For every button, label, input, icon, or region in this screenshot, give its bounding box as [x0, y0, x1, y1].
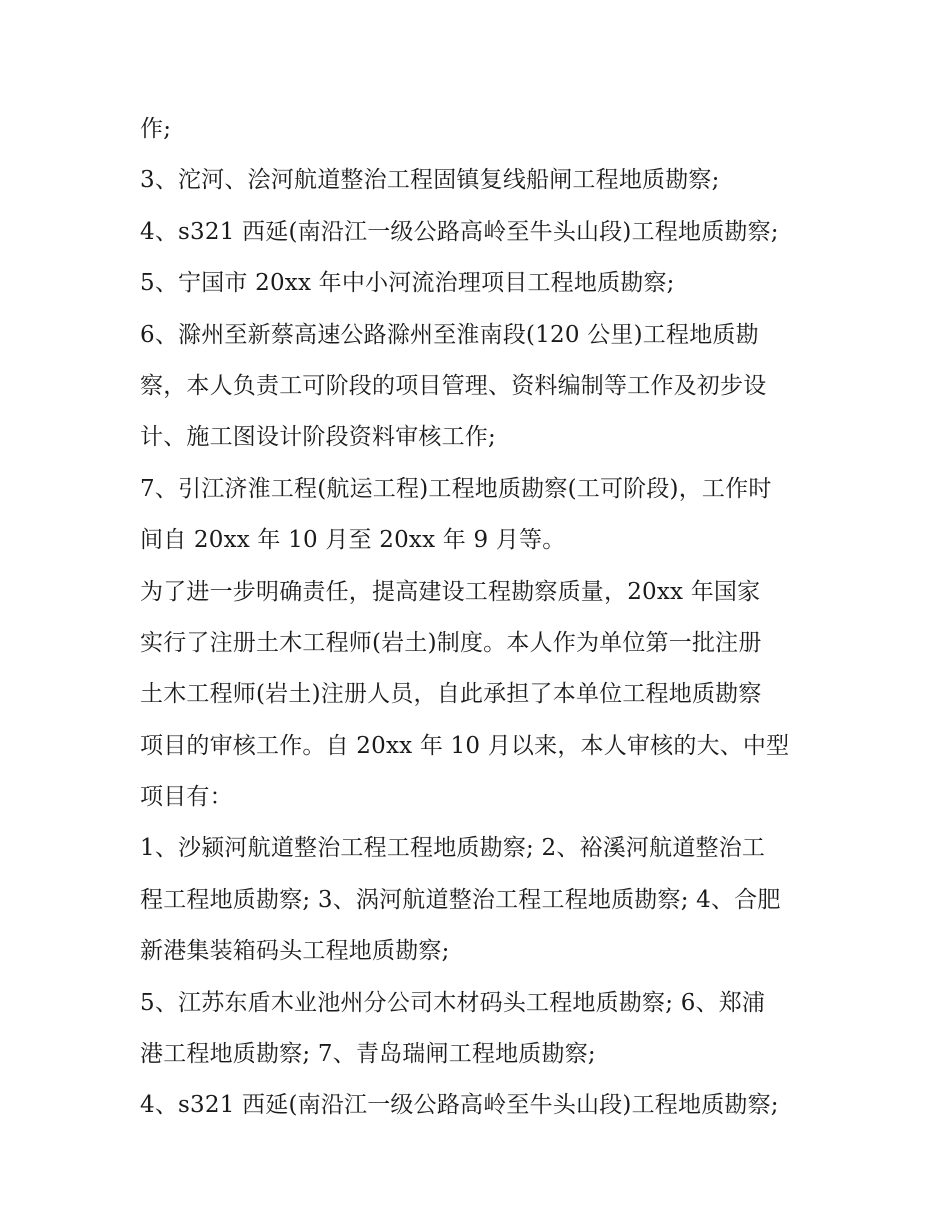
text-line: 计、施工图设计阶段资料审核工作;	[140, 424, 496, 451]
text-line: 5、宁国市 20xx 年中小河流治理项目工程地质勘察;	[140, 270, 675, 297]
text-line: 间自 20xx 年 10 月至 20xx 年 9 月等。	[140, 527, 566, 554]
text-line: 察，本人负责工可阶段的项目管理、资料编制等工作及初步设	[140, 372, 767, 399]
text-line: 实行了注册土木工程师(岩土)制度。本人作为单位第一批注册	[140, 629, 762, 656]
text-line: 3、沱河、浍河航道整治工程固镇复线船闸工程地质勘察;	[140, 167, 720, 194]
text-line: 为了进一步明确责任，提高建设工程勘察质量，20xx 年国家	[140, 578, 761, 605]
text-line: 6、滁州至新蔡高速公路滁州至淮南段(120 公里)工程地质勘	[140, 321, 759, 348]
text-line: 港工程地质勘察; 7、青岛瑞闸工程地质勘察;	[140, 1041, 596, 1068]
text-line: 新港集装箱码头工程地质勘察;	[140, 938, 450, 965]
text-line: 1、沙颍河航道整治工程工程地质勘察; 2、裕溪河航道整治工	[140, 835, 766, 862]
text-line: 4、s321 西延(南沿江一级公路高岭至牛头山段)工程地质勘察;	[140, 1092, 779, 1119]
text-line: 程工程地质勘察; 3、涡河航道整治工程工程地质勘察; 4、合肥	[140, 886, 781, 913]
text-line: 7、引江济淮工程(航运工程)工程地质勘察(工可阶段)，工作时	[140, 475, 772, 502]
document-body	[140, 104, 820, 1132]
text-line: 项目有：	[140, 784, 233, 811]
text-line: 土木工程师(岩土)注册人员，自此承担了本单位工程地质勘察	[140, 681, 762, 708]
text-line: 项目的审核工作。自 20xx 年 10 月以来，本人审核的大、中型	[140, 732, 790, 759]
text-line: 5、江苏东盾木业池州分公司木材码头工程地质勘察; 6、郑浦	[140, 989, 766, 1016]
text-line: 作;	[140, 116, 172, 142]
text-line: 4、s321 西延(南沿江一级公路高岭至牛头山段)工程地质勘察;	[140, 218, 779, 245]
